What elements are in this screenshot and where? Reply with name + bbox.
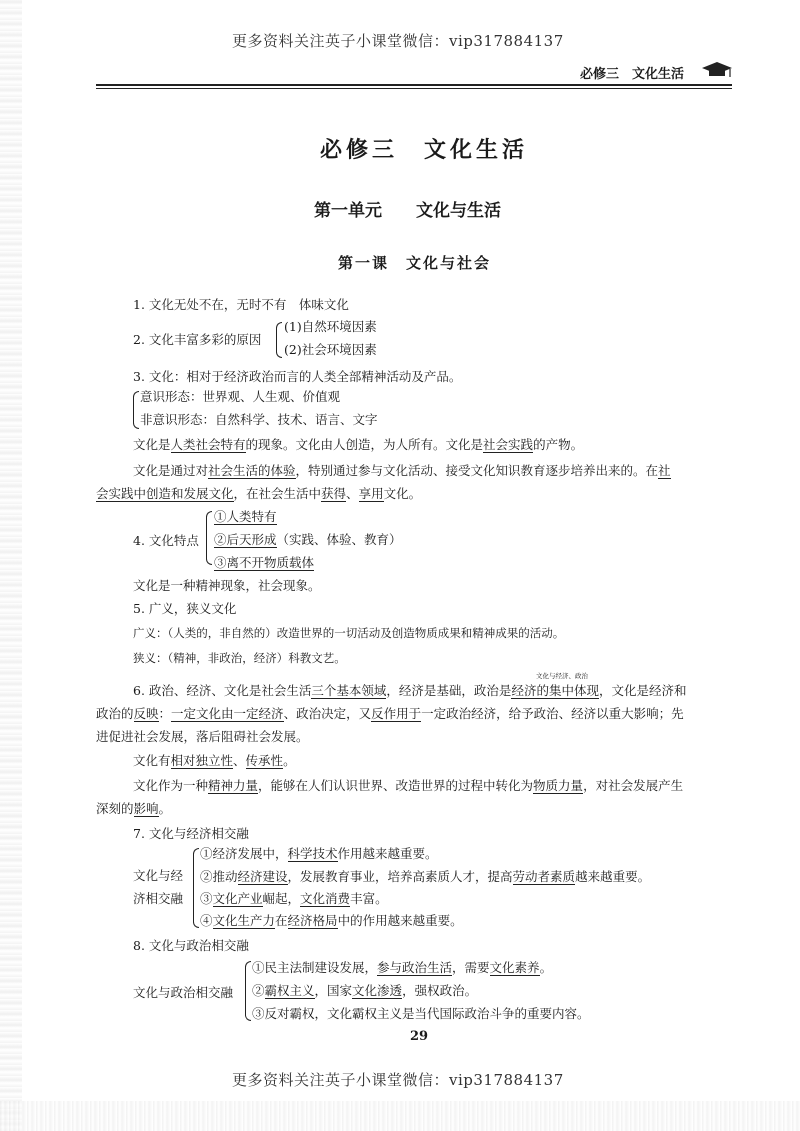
- section-5-narrow: 狭义：（精神，非政治，经济）科教文艺。: [133, 651, 346, 665]
- page-number: 29: [410, 1029, 429, 1044]
- header-rule: [96, 84, 732, 86]
- lesson-title: 第一课 文化与社会: [338, 254, 492, 272]
- section-7-lead-1: 文化与经: [133, 868, 184, 883]
- paragraph-culture-formed-line1: 文化是通过对社会生活的体验，特别通过参与文化活动、接受文化知识教育逐步培养出来的。在社: [133, 463, 671, 478]
- margin-note: 文化与经济、政治: [536, 672, 588, 680]
- paragraph-force-line1: 文化作为一种精神力量，能够在人们认识世界、改造世界的过程中转化为物质力量，对社会发展产生: [133, 778, 684, 793]
- section-6-line1: 6. 政治、经济、文化是社会生活三个基本领域，经济是基础，政治是经济的集中体现，文化是经济和: [133, 683, 687, 698]
- paragraph-culture-formed-line2: 会实践中创造和发展文化，在社会生活中获得、享用文化。: [96, 486, 422, 501]
- section-7-lead-2: 济相交融: [133, 891, 184, 906]
- section-5-broad: 广义：（人类的，非自然的）改造世界的一切活动及创造物质成果和精神成果的活动。: [133, 626, 565, 640]
- section-6-line2: 政治的反映：一定文化由一定经济、政治决定，又反作用于一定政治经济，给予政治、经济以重大影响；先: [96, 706, 684, 721]
- section-5-label: 5. 广义，狭义文化: [133, 601, 237, 616]
- section-7-item-3: ③文化产业崛起，文化消费丰富。: [200, 891, 388, 906]
- watermark-bottom: 更多资料关注英子小课堂微信：vip317884137: [232, 1071, 564, 1089]
- section-8-lead: 文化与政治相交融: [133, 985, 234, 1000]
- unit-title: 第一单元 文化与生活: [314, 201, 501, 221]
- brace: [276, 322, 282, 358]
- paragraph-spiritual: 文化是一种精神现象，社会现象。: [133, 578, 321, 593]
- section-8-item-2: ②霸权主义，国家文化渗透，强权政治。: [252, 983, 478, 998]
- paragraph-force-line2: 深刻的影响。: [96, 801, 172, 816]
- running-header: 必修三 文化生活: [580, 67, 685, 82]
- brace: [193, 848, 199, 928]
- section-2-item-b: (2)社会环境因素: [284, 342, 377, 357]
- section-2-item-a: (1)自然环境因素: [284, 319, 377, 334]
- paragraph-culture-human: 文化是人类社会特有的现象。文化由人创造，为人所有。文化是社会实践的产物。: [133, 437, 584, 452]
- section-8-label: 8. 文化与政治相交融: [133, 938, 249, 953]
- scan-noise: [0, 1101, 800, 1131]
- section-8-item-1: ①民主法制建设发展，参与政治生活，需要文化素养。: [252, 960, 553, 975]
- brace: [245, 961, 251, 1021]
- brace: [206, 511, 212, 565]
- page-title: 必修三 文化生活: [320, 138, 529, 163]
- section-7-item-1: ①经济发展中，科学技术作用越来越重要。: [200, 846, 438, 861]
- section-4-item-a: ①人类特有: [214, 509, 277, 524]
- graduation-cap-icon: [700, 60, 734, 80]
- section-3-item-b: 非意识形态：自然科学、技术、语言、文字: [140, 412, 378, 427]
- section-3-label: 3. 文化：相对于经济政治而言的人类全部精神活动及产品。: [133, 369, 462, 384]
- section-7-item-2: ②推动经济建设，发展教育事业，培养高素质人才，提高劳动者素质越来越重要。: [200, 869, 651, 884]
- section-7-item-4: ④文化生产力在经济格局中的作用越来越重要。: [200, 913, 463, 928]
- watermark-top: 更多资料关注英子小课堂微信：vip317884137: [232, 32, 564, 50]
- section-4-label: 4. 文化特点: [133, 533, 199, 548]
- section-8-item-3: ③反对霸权，文化霸权主义是当代国际政治斗争的重要内容。: [252, 1006, 590, 1021]
- paragraph-independence: 文化有相对独立性、传承性。: [133, 753, 296, 768]
- section-4-item-b: ②后天形成（实践、体验、教育）: [214, 532, 402, 547]
- section-1: 1. 文化无处不在，无时不有 体味文化: [133, 297, 349, 312]
- section-6-line3: 进促进社会发展，落后阻碍社会发展。: [96, 729, 309, 744]
- section-4-item-c: ③离不开物质载体: [214, 555, 315, 570]
- scan-edge: [0, 0, 22, 1131]
- section-3-item-a: 意识形态：世界观、人生观、价值观: [140, 389, 341, 404]
- section-2-label: 2. 文化丰富多彩的原因: [133, 332, 262, 347]
- header-rule-thin: [96, 88, 732, 89]
- brace: [133, 391, 139, 429]
- section-7-label: 7. 文化与经济相交融: [133, 826, 249, 841]
